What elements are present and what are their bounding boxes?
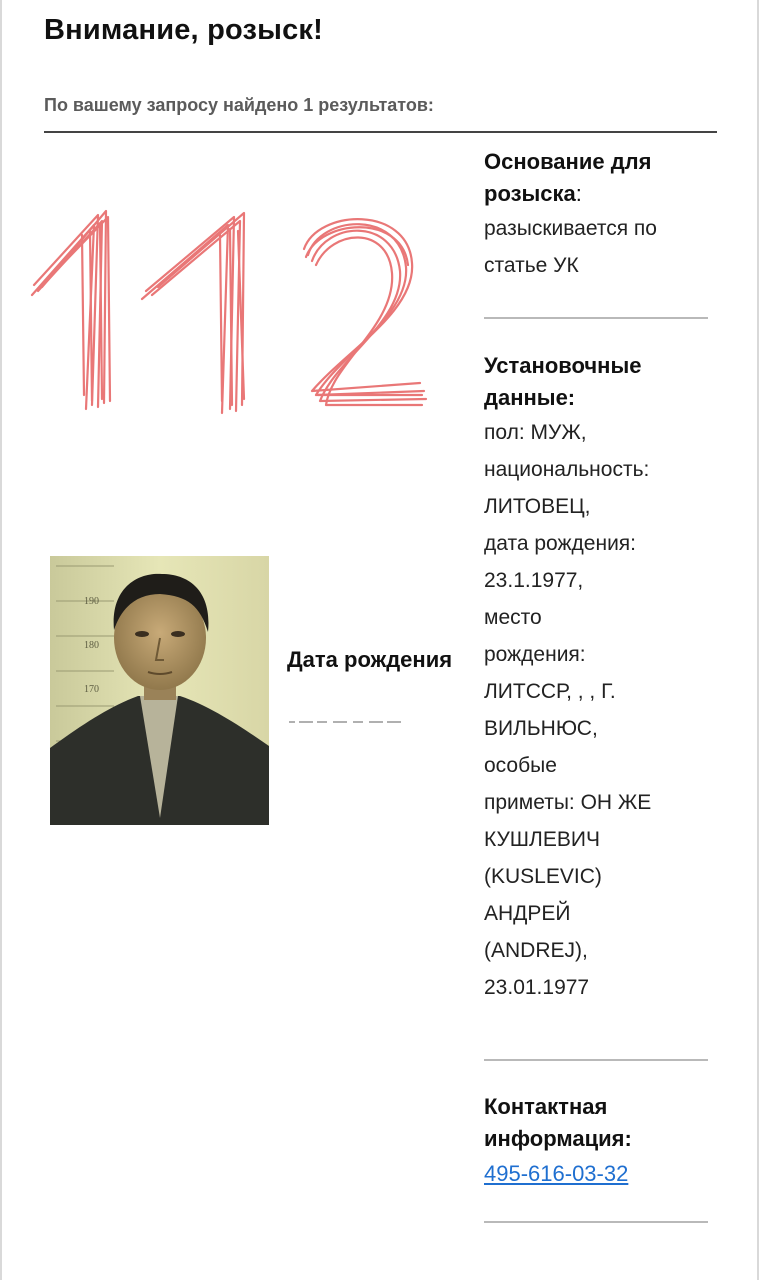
identity-line: дата рождения:	[484, 532, 637, 555]
identity-section	[484, 350, 724, 1006]
page-title: Внимание, розыск!	[44, 14, 323, 46]
digit-one-second	[142, 213, 244, 413]
result-count-text: По вашему запросу найдено 1 результатов:	[44, 95, 434, 115]
contact-title: Контактная информация:	[484, 1094, 632, 1151]
identity-line: (ANDREJ),	[484, 939, 588, 962]
basis-section	[484, 146, 724, 284]
digit-two	[304, 219, 426, 405]
identity-line: пол: МУЖ,	[484, 421, 587, 444]
identity-line: место	[484, 606, 542, 629]
identity-line: рождения:	[484, 643, 586, 666]
handwritten-112-overlay	[20, 195, 440, 425]
digit-one-first	[32, 211, 110, 409]
section-divider-2	[484, 1059, 708, 1061]
contact-section	[484, 1091, 724, 1192]
header-divider	[44, 131, 717, 133]
identity-line: ВИЛЬНЮС,	[484, 717, 598, 740]
identity-line: приметы: ОН ЖЕ	[484, 791, 652, 814]
height-mark-180: 180	[84, 640, 99, 651]
identity-line: 23.1.1977,	[484, 569, 584, 592]
section-divider-3	[484, 1221, 708, 1223]
phone-link[interactable]: 495-616-03-32	[484, 1161, 629, 1186]
identity-line: национальность:	[484, 458, 650, 481]
identity-line: ЛИТОВЕЦ,	[484, 495, 591, 518]
identity-line: ЛИТССР, , , Г.	[484, 680, 616, 703]
identity-line: КУШЛЕВИЧ	[484, 828, 600, 851]
blurred-birthdate-value	[287, 716, 407, 728]
identity-line: 23.01.1977	[484, 976, 590, 999]
height-mark-190: 190	[84, 596, 99, 607]
identity-line: (KUSLEVIC)	[484, 865, 602, 888]
height-mark-170: 170	[84, 684, 99, 695]
identity-title: Установочные данные:	[484, 353, 642, 410]
identity-line: АНДРЕЙ	[484, 902, 571, 925]
identity-line: особые	[484, 754, 557, 777]
mugshot-photo	[50, 556, 269, 825]
basis-text: разыскивается по статье УК	[484, 217, 657, 277]
photo-birthdate-label: Дата рождения	[287, 647, 453, 672]
page-left-edge	[0, 0, 2, 1280]
section-divider-1	[484, 317, 708, 319]
basis-title: Основание для розыска:	[484, 149, 652, 206]
identity-details	[484, 414, 724, 1006]
